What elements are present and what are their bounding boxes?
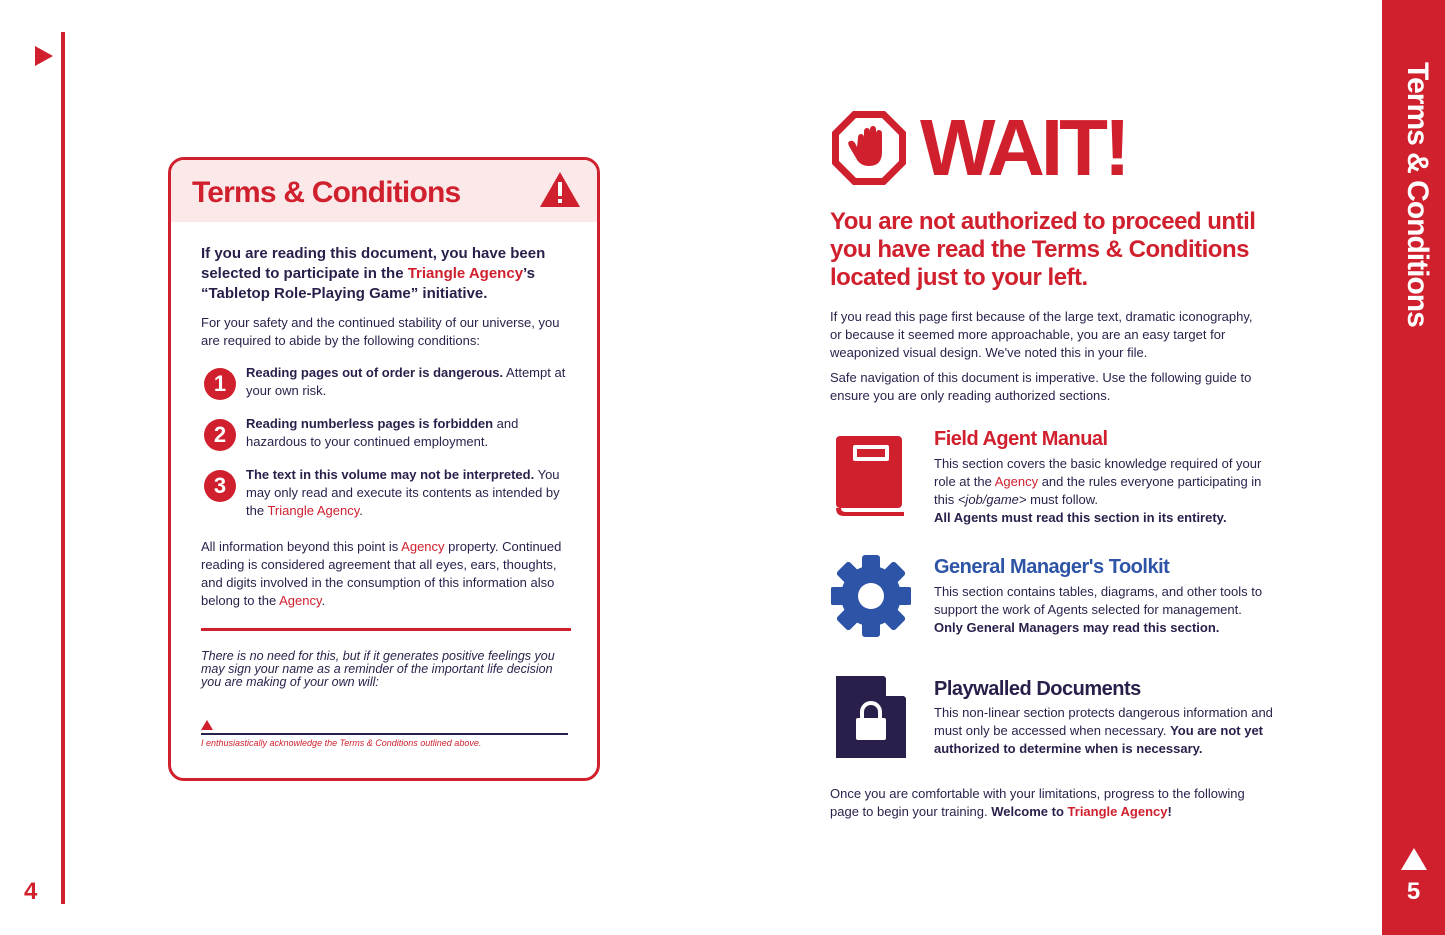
gear-icon xyxy=(831,555,911,637)
navigation-paragraph: Safe navigation of this document is imperative. Use the following guide to ensure you are only reading authorized sections. xyxy=(830,370,1252,403)
intro-paragraph: If you read this page first because of the large text, dramatic iconography, or because it seemed more approachable, you are an easy target for weaponized visual design. We've noted this in your file. xyxy=(830,309,1253,360)
warning-icon xyxy=(539,171,581,209)
condition-text: Reading pages out of order is dangerous. Attempt at your own risk. xyxy=(246,365,566,398)
chapter-sidebar xyxy=(1382,0,1445,935)
divider xyxy=(201,628,571,631)
locked-document-icon xyxy=(834,674,908,760)
stop-hand-icon xyxy=(829,108,909,188)
terms-card-header xyxy=(171,160,597,222)
play-arrow-icon xyxy=(35,46,53,66)
section-title-playwalled-documents: Playwalled Documents xyxy=(934,678,1141,700)
condition-text: The text in this volume may not be interpreted. You may only read and execute its contents as intended by the Triangle Agency. xyxy=(246,467,560,518)
condition-number: 1 xyxy=(204,368,236,400)
condition-number: 2 xyxy=(204,419,236,451)
page-number-right: 5 xyxy=(1406,878,1421,905)
closing-paragraph: Once you are comfortable with your limitations, progress to the following page to begin your training. Welcome to Triangle Agency! xyxy=(830,786,1245,819)
sidebar-title: Terms & Conditions xyxy=(1401,62,1434,327)
terms-intro: If you are reading this document, you have been selected to participate in the Triangle Agency’s “Tabletop Role-Playing Game” initiative. xyxy=(201,245,546,302)
terms-card xyxy=(168,157,600,781)
book-icon xyxy=(832,434,906,520)
section-text: This section contains tables, diagrams, and other tools to support the work of Agents selected for management. Only General Managers may read this section. xyxy=(934,584,1263,635)
section-text: This non-linear section protects dangerous information and must only be accessed when necessary. You are not yet authorized to determine when is necessary. xyxy=(934,705,1273,756)
signature-caption: I enthusiastically acknowledge the Terms & Conditions outlined above. xyxy=(201,738,482,748)
condition-text: Reading numberless pages is forbidden and hazardous to your continued employment. xyxy=(246,416,519,449)
section-text: This section covers the basic knowledge required of your role at the Agency and the rules everyone participating in this <job/game> must follow. All Agents must read this section in its entirety. xyxy=(934,456,1262,525)
signature-note: There is no need for this, but if it generates positive feelings you may sign your name as a reminder of the important life decision you are making of your own will: xyxy=(201,649,555,689)
wait-subheading: You are not authorized to proceed until you have read the Terms & Conditions located just to your left. xyxy=(830,208,1256,291)
agency-name: Triangle Agency xyxy=(407,265,524,282)
wait-title: WAIT! xyxy=(920,103,1127,192)
section-title-field-agent-manual: Field Agent Manual xyxy=(934,428,1108,450)
page-number-left: 4 xyxy=(24,878,38,905)
section-title-general-managers-toolkit: General Manager's Toolkit xyxy=(934,556,1170,578)
triangle-marker-icon xyxy=(201,720,213,730)
triangle-icon xyxy=(1401,848,1427,870)
margin-rule xyxy=(61,32,65,904)
signature-line[interactable] xyxy=(201,733,568,735)
safety-text: For your safety and the continued stability of our universe, you are required to abide by the following conditions: xyxy=(201,315,560,348)
terms-card-title: Terms & Conditions xyxy=(192,176,461,209)
condition-number: 3 xyxy=(204,470,236,502)
property-text: All information beyond this point is Agency property. Continued reading is considered agreement that all eyes, ears, thoughts, and digits involved in the consumption of this information also belong to the Agency. xyxy=(201,539,562,608)
